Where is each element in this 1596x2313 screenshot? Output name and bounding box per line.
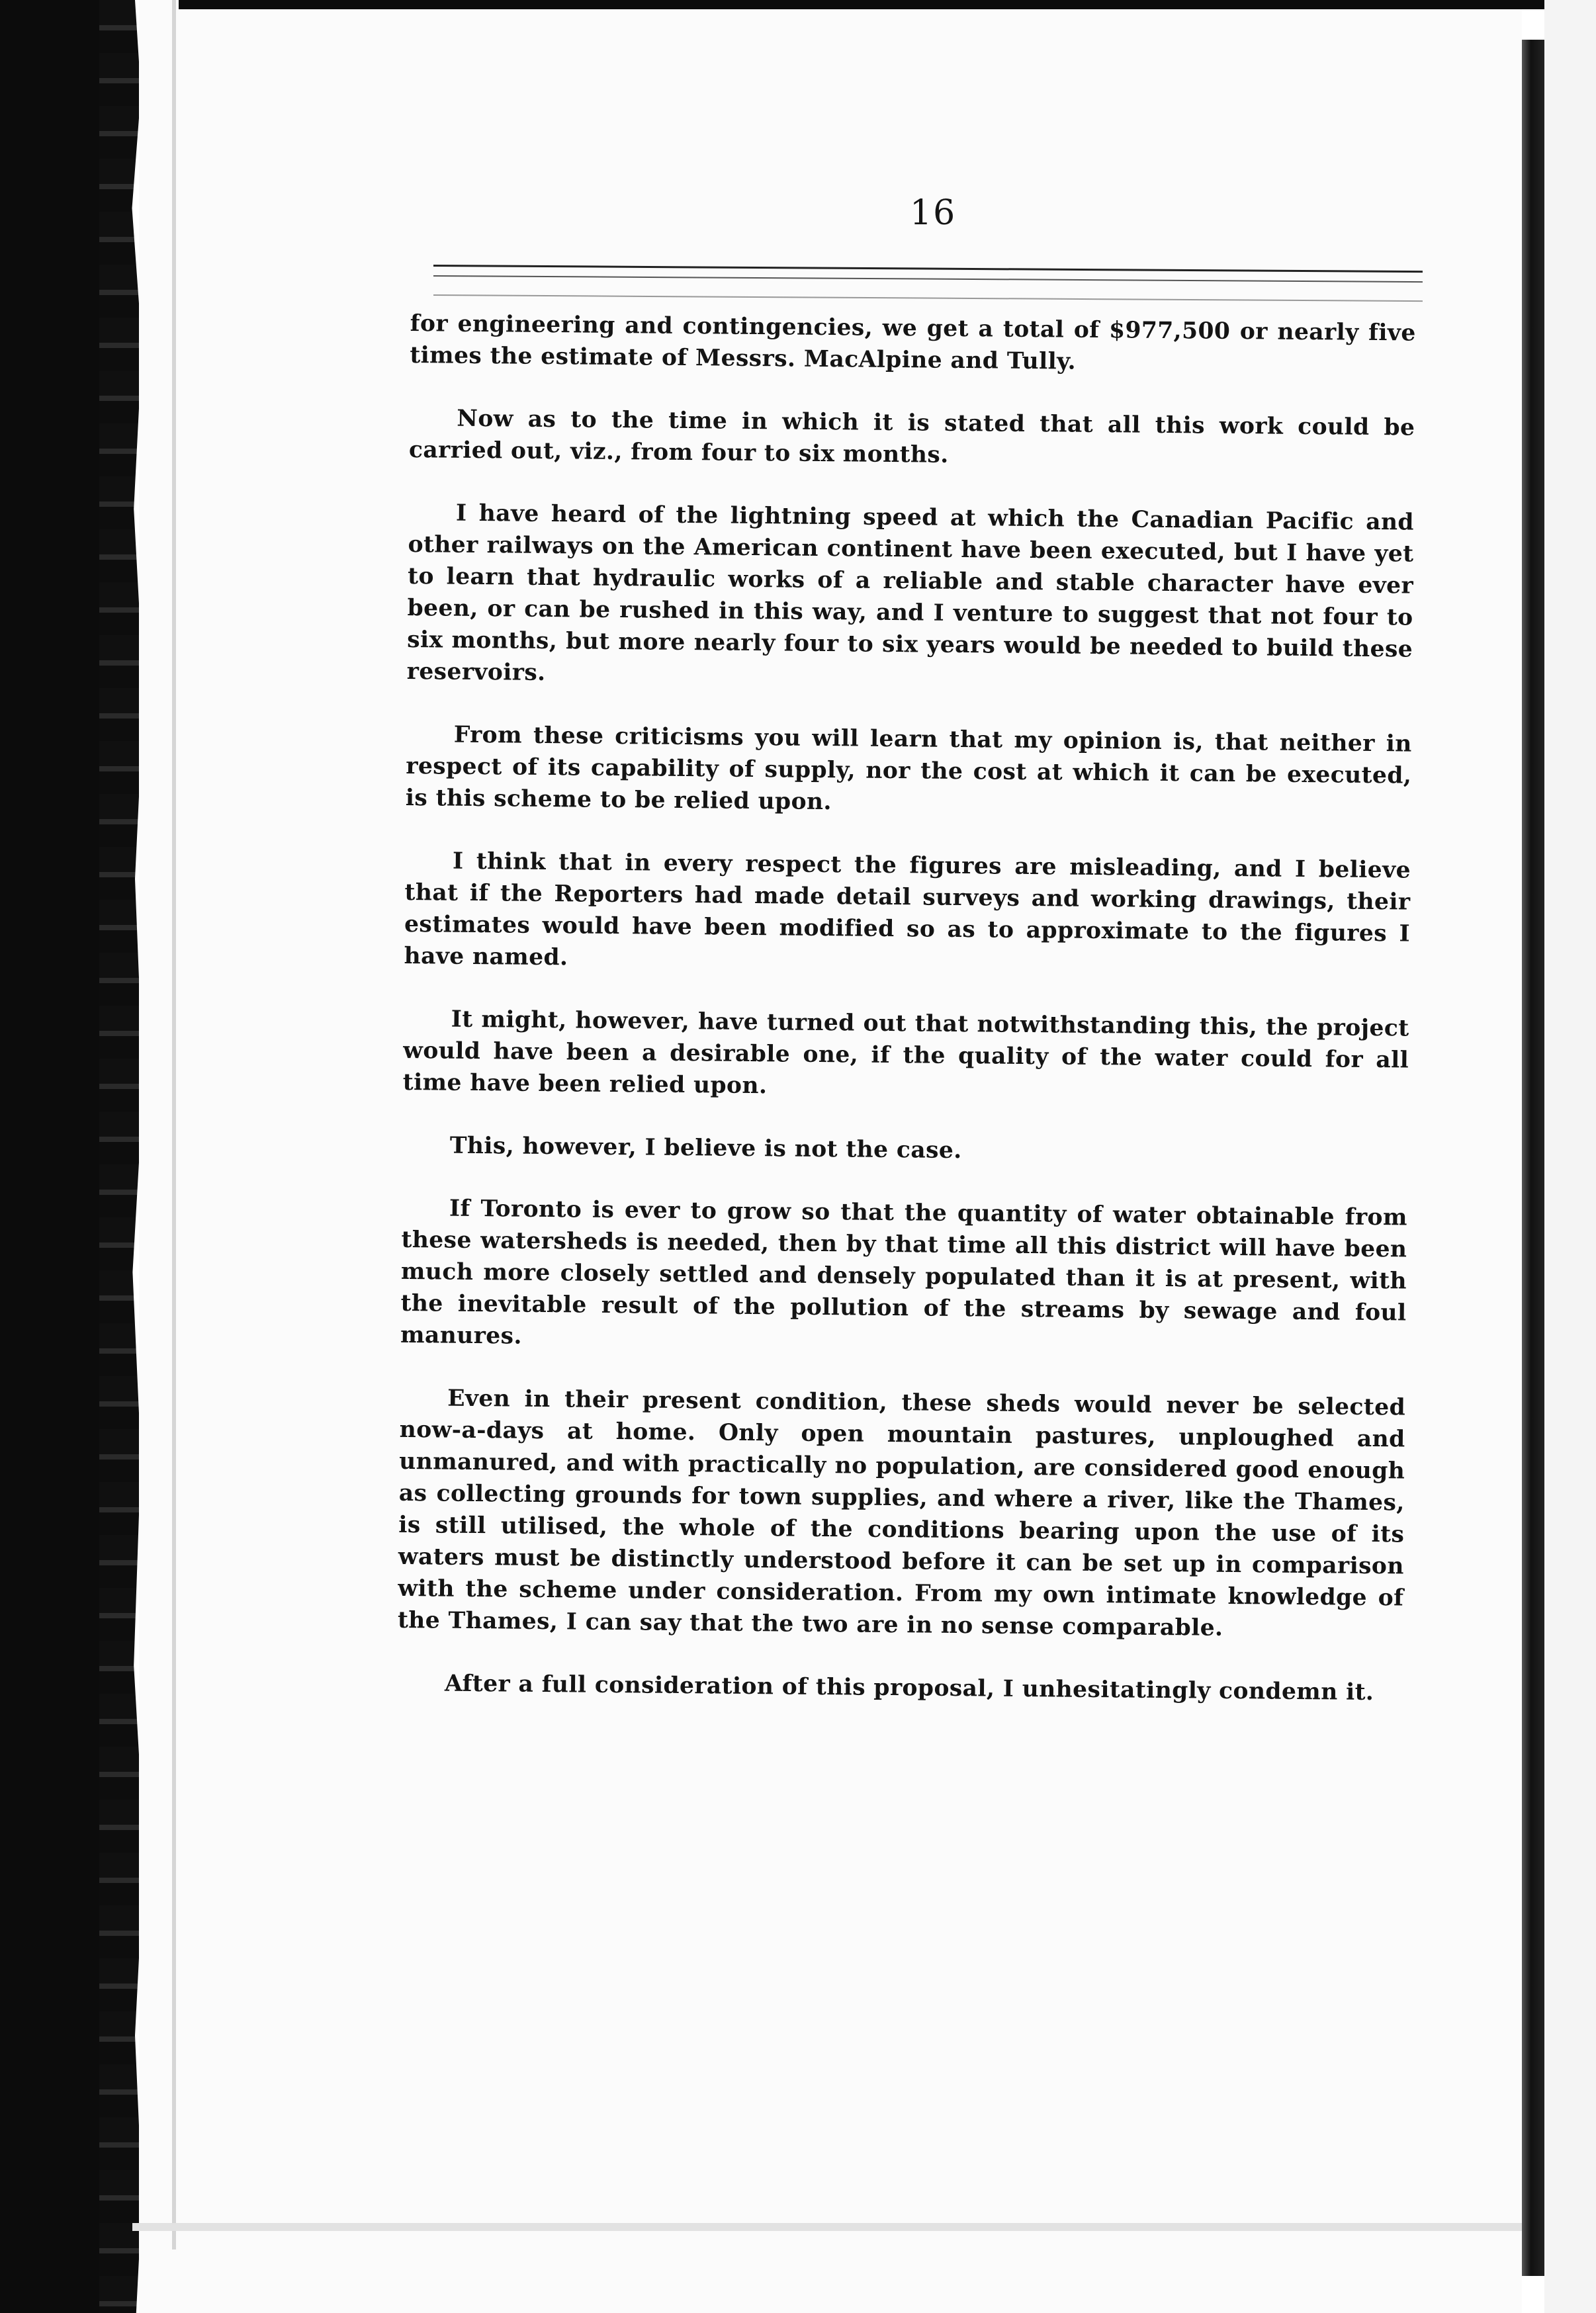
paragraph: I have heard of the lightning speed at which the Canadian Pacific and other railways on the American continent have been executed, but I have yet to learn that hydraulic works of a reliable and stable character have ever been, or can be rushed in this way, and I venture to suggest that not four to six months, but more nearly four to six years would be needed to build these reservoirs. <box>406 500 1415 686</box>
paragraph: If Toronto is ever to grow so that the quantity of water obtainable from these watersheds is needed, then by that time all this district will have been much more closely settled and densely populated than it is at present, with the inevitable result of the pollution of the streams by sewage and foul manures. <box>400 1195 1408 1350</box>
paragraph: Even in their present condition, these sheds would never be selected now-a-days at home. Only open mountain pastures, unploughed and unmanured, and with practically no population, are considered good enough as collecting grounds for town supplies, and where a river, like the Thames, is still utilised, the whole of the conditions bearing upon the use of its waters must be distinctly understood before it can be set up in comparison with the scheme under consideration. From my own intimate knowledge of the Thames, I can say that the two are in no sense comparable. <box>397 1385 1406 1641</box>
scan-right-margin <box>1544 0 1596 2313</box>
page-fold-line <box>172 0 176 2249</box>
paragraph: It might, however, have turned out that notwithstanding this, the project would have been a desirable one, if the quality of the water could for all time have been relied upon. <box>402 1006 1409 1100</box>
paragraph: From these criticisms you will learn that my opinion is, that neither in respect of its capability of supply, nor the cost at which it can be executed, is this scheme to be relied upon. <box>405 721 1412 816</box>
paragraph: I think that in every respect the figures are misleading, and I believe that if the Reporters had made detail surveys and working drawings, their estimates would have been modified so as to approximate to the figures I have named. <box>404 848 1411 971</box>
page-bottom-shadow <box>132 2223 1522 2231</box>
scan-right-binding <box>1522 40 1544 2276</box>
paragraph: Now as to the time in which it is stated that all this work could be carried out, viz., from four to six months. <box>408 405 1415 468</box>
body-text <box>397 308 1416 1708</box>
paragraph: After a full consideration of this proposal, I unhesitatingly condemn it. <box>444 1670 1374 1706</box>
page-number: 16 <box>910 193 957 233</box>
scan-top-edge <box>179 0 1596 9</box>
paragraph: for engineering and contingencies, we get a total of $977,500 or nearly five times the estimate of Messrs. MacAlpine and Tully. <box>410 310 1416 375</box>
paragraph: This, however, I believe is not the case. <box>449 1132 962 1164</box>
